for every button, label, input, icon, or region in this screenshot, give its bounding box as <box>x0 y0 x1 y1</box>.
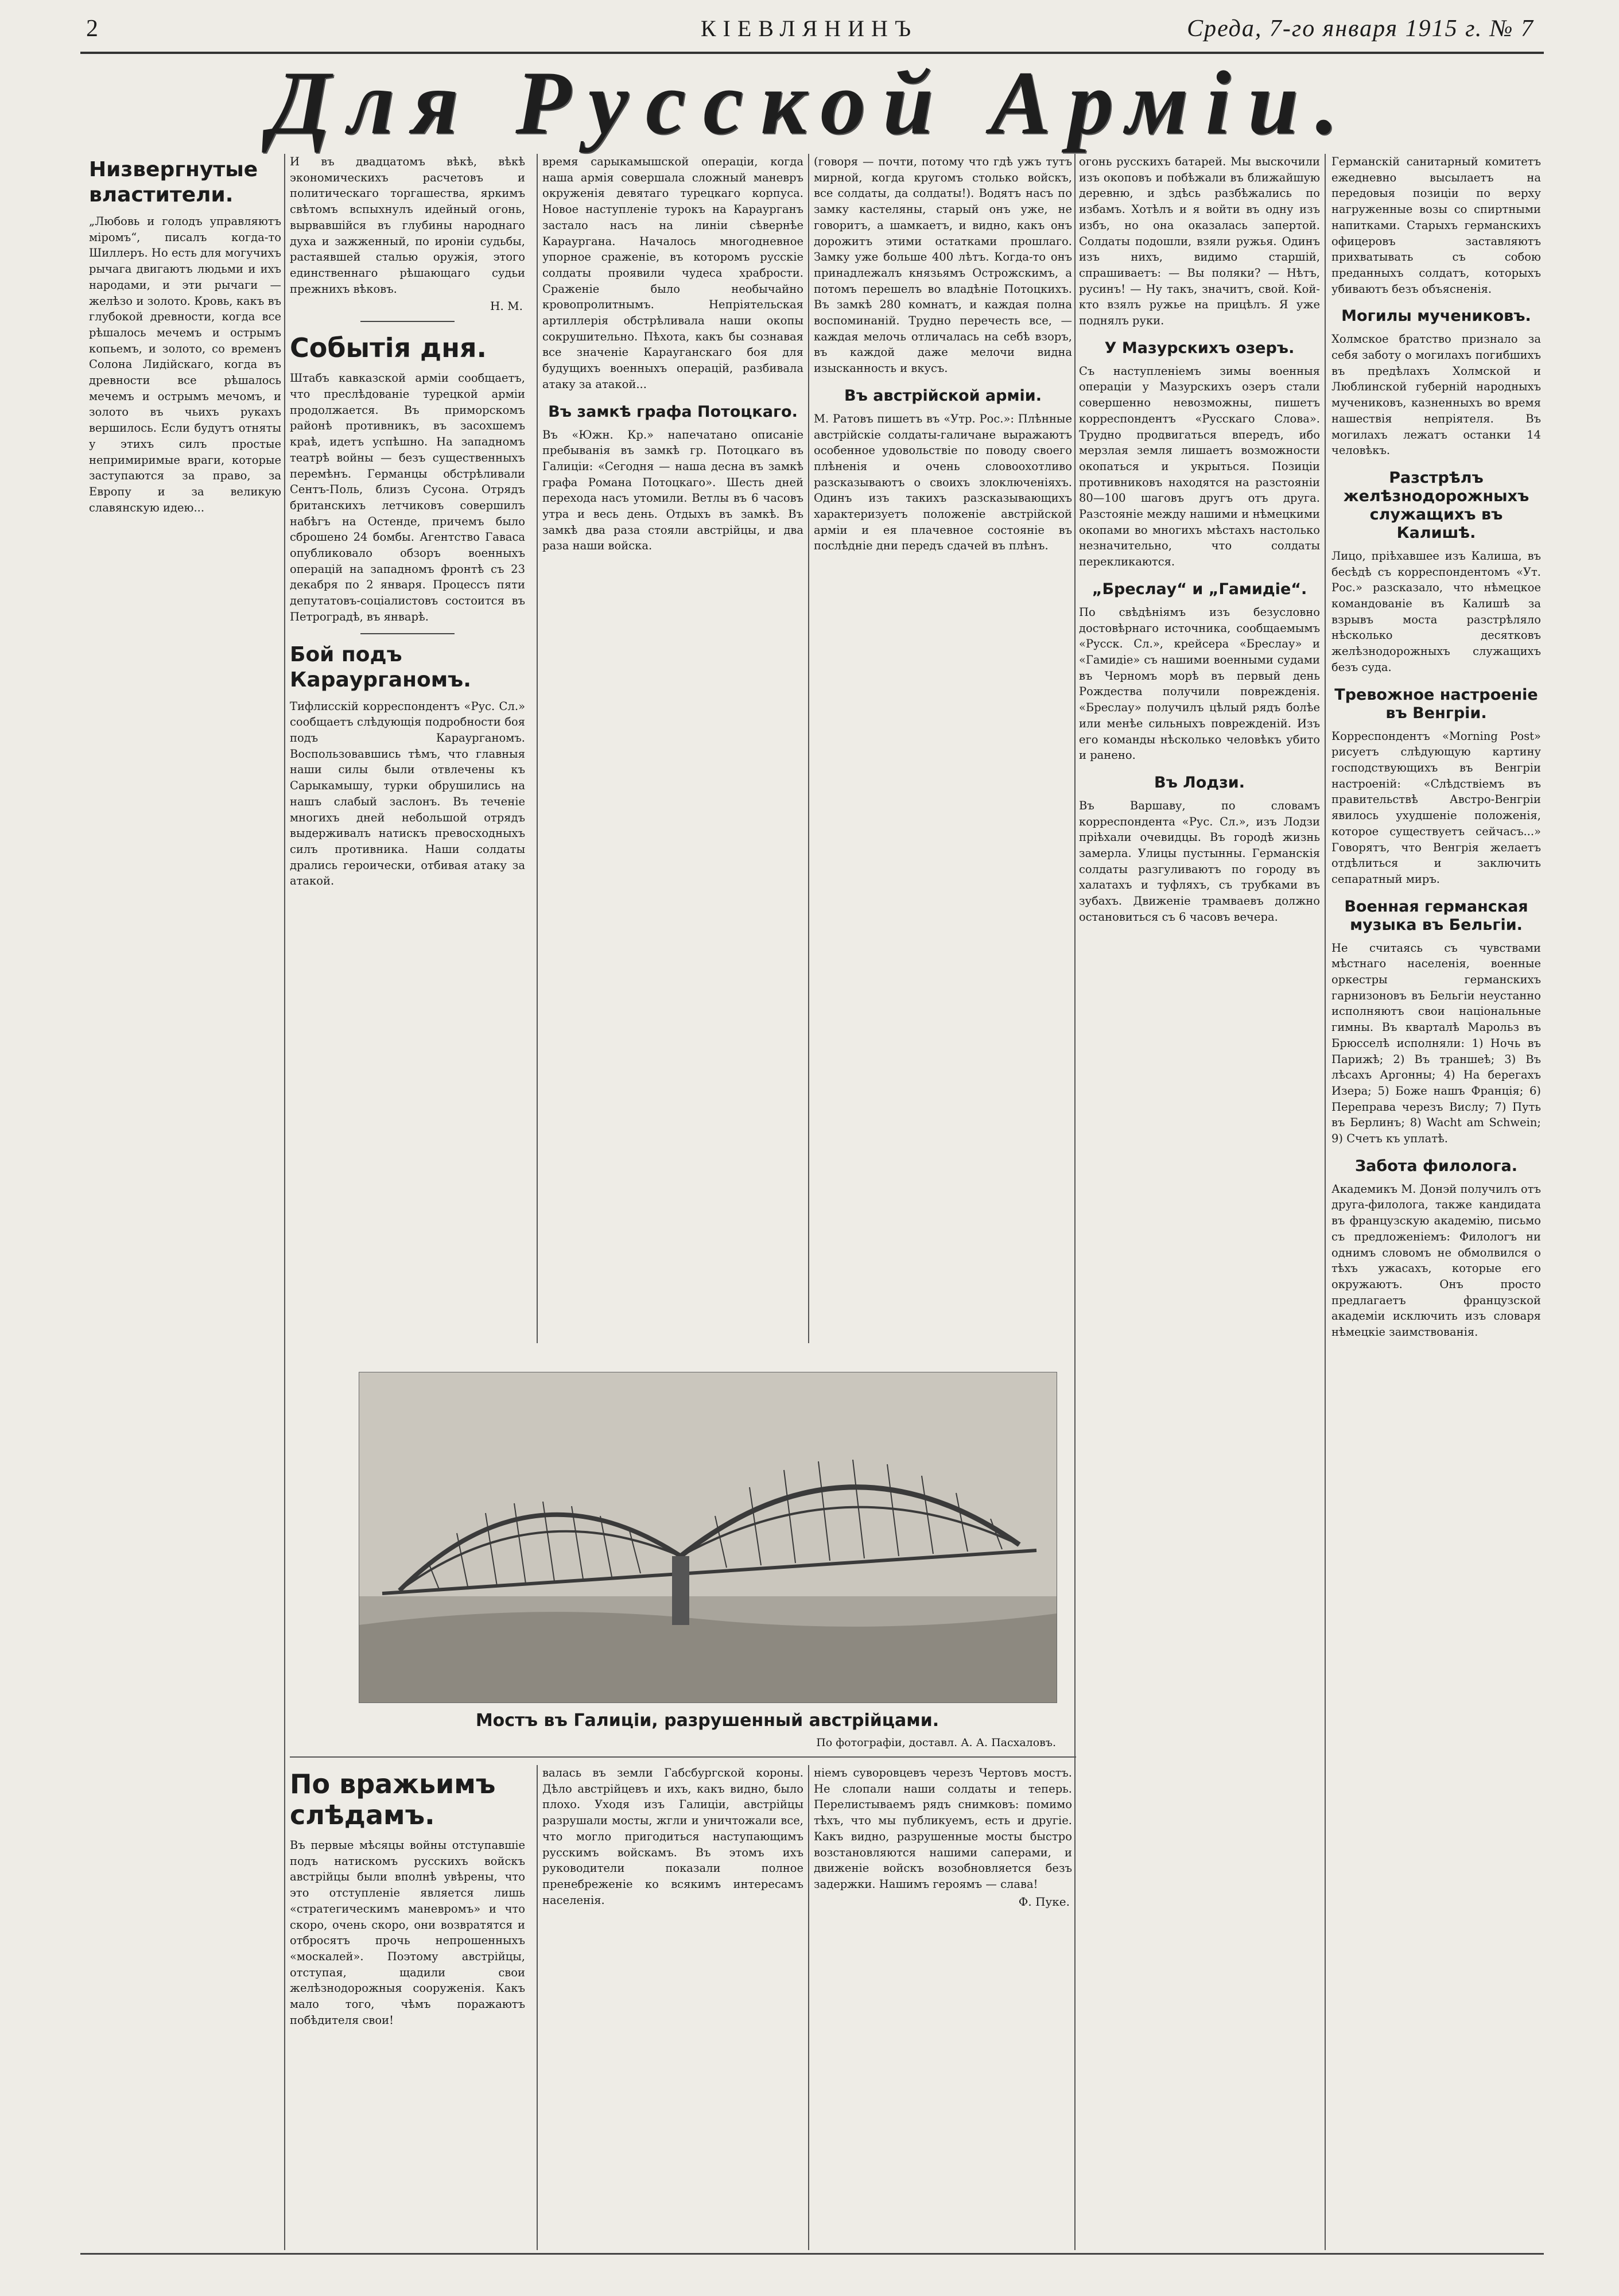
article-body: Въ «Южн. Кр.» напечатано описаніе пребыванія въ замкѣ гр. Потоцкаго въ Галиціи: «Сегодня — наша десна въ замкѣ графа Романа Потоцкаго». Шесть дней перехода насъ утомили. Ветлы въ 6 часовъ утра и весь день. Отдыхъ въ замкѣ. Въ замкѣ два раза стояли австрійцы, и два раза наши войска. <box>542 428 803 553</box>
column-1 <box>89 154 281 2250</box>
section-banner: Для Русской Арміи. <box>269 53 1356 153</box>
article-body: Не считаясь съ чувствами мѣстнаго населенія, военные оркестры германскихъ гарнизоновъ въ Бельгіи неустанно исполняютъ свои національные гимны. Въ кварталѣ Марольз въ Брюсселѣ исполняли: 1) Ночь въ Парижѣ; 2) Въ траншеѣ; 3) Въ лѣсахъ Аргонны; 4) На берегахъ Изера; 5) Боже нашъ Франція; 6) Переправа черезъ Вислу; 7) Путь въ Берлинъ; 8) Wacht am Schwein; 9) Счетъ къ уплатѣ. <box>1331 941 1541 1146</box>
photo-caption: Мостъ въ Галиціи, разрушенный австрійцами. <box>475 1711 939 1731</box>
bridge-illustration <box>359 1372 1057 1702</box>
article-body: время сарыкамышской операціи, когда наша армія совершала сложный маневръ окруженія девятаго турецкаго корпуса. Новое наступленіе турокъ на Караурганъ застало насъ на линіи сѣвернѣе Караургана. Началось многодневное упорное сраженіе, въ которомъ русскіе солдаты проявили чудеса храбрости. Сраженіе было необычайно кровопролитнымъ. Непріятельская артиллерія обстрѣливала наши окопы сокрушительно. Пѣхота, какъ бы сознавая все значеніе Карауганскаго боя для будущихъ военныхъ операцій, разбивала атаку за атакой... <box>542 155 803 391</box>
section-divider <box>360 321 455 322</box>
article-title: Могилы мучениковъ. <box>1341 307 1531 325</box>
article-title: По вражьимъ слѣдамъ. <box>290 1768 496 1830</box>
article-title: У Мазурскихъ озеръ. <box>1104 339 1295 357</box>
article-body: И въ двадцатомъ вѣкѣ, вѣкѣ экономическихъ расчетовъ и политическаго торгашества, яркимъ свѣтомъ вспыхнулъ идейный огонь, вырвавшійся въ глубины народнаго духа и зажженный, по ироніи судьбы, растаявшей сталью оружія, этого единственнаго рѣшающаго судьи прежнихъ вѣковъ. <box>290 155 525 296</box>
article-title: Событія дня. <box>290 332 487 364</box>
column-rule <box>808 1765 809 2250</box>
article-signature: Н. М. <box>490 299 523 313</box>
article-body: Академикъ М. Донэй получилъ отъ друга-филолога, также кандидата въ французскую академію, письмо съ предложеніемъ: Филологъ ни однимъ словомъ не обмолвился о тѣхъ ужасахъ, которые его окружаютъ. Онъ просто предлагаетъ французской академіи исключить изъ словаря нѣмецкіе заимствованія. <box>1331 1182 1541 1339</box>
bridge-photo <box>359 1372 1057 1703</box>
article-body: Съ наступленіемъ зимы военныя операціи у Мазурскихъ озеръ стали совершенно невозможны, пишетъ корреспондентъ «Русскаго Слова». Трудно продвигаться впередъ, ибо мерзлая земля лишаетъ возможности окопаться и укрыться. Позиціи противниковъ находятся на разстояніи 80—100 шаговъ другъ отъ друга. Разстояніе между нашими и нѣмецкими окопами во многихъ мѣстахъ настолько незначительно, что солдаты перекликаются. <box>1079 364 1320 569</box>
article-title: Въ австрійской арміи. <box>844 386 1042 405</box>
newspaper-name: КІЕВЛЯНИНЪ <box>700 15 918 41</box>
column-rule <box>1325 154 1326 2250</box>
article-body: огонь русскихъ батарей. Мы выскочили изъ окоповъ и побѣжали въ ближайшую деревню, и здѣсь разбѣжались по избамъ. Хотѣлъ и я войти въ одну изъ избъ, но она оказалась запертой. Солдаты подошли, взяли ружья. Одинъ изъ нихъ, видимо старшій, спрашиваетъ: — Вы поляки? — Нѣтъ, русинъ! — Ну такъ, значитъ, свой. Кой-кто взялъ ружье на прицѣлъ. Я уже поднялъ руки. <box>1079 155 1320 328</box>
article-body: Корреспондентъ «Morning Post» рисуетъ слѣдующую картину господствующихъ въ Венгріи настроеній: «Слѣдствіемъ въ правительствѣ Австро-Венгріи явилось ухудшеніе положенія, которое существуетъ сейчасъ...» Говорятъ, что Венгрія желаетъ отдѣлиться и заключить сепаратный миръ. <box>1331 729 1541 886</box>
article-body: Лицо, пріѣхавшее изъ Калиша, въ бесѣдѣ съ корреспондентомъ «Ут. Рос.» разсказало, что нѣмецкое командованіе въ Калишѣ за взрывъ моста разстрѣляло нѣсколько десятковъ желѣзнодорожныхъ служащихъ безъ суда. <box>1331 549 1541 674</box>
article-title: Забота филолога. <box>1354 1157 1517 1175</box>
column-rule <box>537 1765 538 2250</box>
bottom-rule <box>80 2253 1544 2255</box>
article-body: По свѣдѣніямъ изъ безусловно достовѣрнаго источника, сообщаемымъ «Русск. Сл.», крейсера «Бреслау» и «Гамидіе» съ нашими военными судами въ Черномъ морѣ въ первый день Рождества получили поврежденія. «Бреслау» получилъ цѣлый рядъ болѣе или менѣе сильныхъ поврежденій. Изъ его команды нѣсколько человѣкъ убито и ранено. <box>1079 605 1320 762</box>
column-rule <box>808 154 809 1343</box>
column-2 <box>290 154 525 1343</box>
photo-credit: По фотографіи, доставл. А. А. Пасхаловъ. <box>816 1736 1056 1749</box>
article-title: Низвергнутые властители. <box>89 158 258 207</box>
column-rule <box>284 154 285 2250</box>
article-body: М. Ратовъ пишетъ въ «Утр. Рос.»: Плѣнные австрійскіе солдаты-галичане выражаютъ особенное удовольствіе по поводу своего плѣненія и очень словоохотливо разсказываютъ о своихъ злоключеніяхъ. Одинъ изъ такихъ разсказывающихъ характеризуетъ положеніе австрійской арміи и ея плачевное состояніе въ послѣдніе дни передъ сдачей въ плѣнъ. <box>814 412 1072 553</box>
section-rule <box>290 1756 1076 1758</box>
article-title: Разстрѣлъ желѣзнодорожныхъ служащихъ въ Калишѣ. <box>1343 468 1529 542</box>
article-signature: Ф. Пуке. <box>1018 1894 1070 1909</box>
article-body: Германскій санитарный комитетъ ежедневно высылаетъ на передовыя позиціи по верху нагруженные возы со спиртными напитками. Старыхъ германскихъ офицеровъ заставляютъ прихватывать съ собою преданныхъ солдатъ, которыхъ убиваютъ безъ объясненія. <box>1331 155 1541 296</box>
column-6 <box>1331 154 1541 2250</box>
column-5 <box>1079 154 1320 2250</box>
column-4 <box>814 154 1072 1343</box>
article-body: Холмское братство признало за себя заботу о могилахъ погибшихъ въ предѣлахъ Холмской и Люблинской губерній народныхъ мучениковъ, казненныхъ во время нашествія непріятеля. Въ могилахъ лежатъ останки 14 человѣкъ. <box>1331 332 1541 457</box>
page-number: 2 <box>86 15 99 42</box>
article-body: Въ Варшаву, по словамъ корреспондента «Рус. Сл.», изъ Лодзи пріѣхали очевидцы. Въ городѣ жизнь замерла. Улицы пустынны. Германскія солдаты разгуливаютъ по городу въ халатахъ и туфляхъ, съ трубками въ зубахъ. Движеніе трамваевъ должно остановиться съ 6 часовъ вечера. <box>1079 798 1320 924</box>
lower-column-1 <box>290 1765 525 2250</box>
column-3 <box>542 154 803 1343</box>
article-title: Въ Лодзи. <box>1154 773 1245 792</box>
article-title: „Бреслау“ и „Гамидіе“. <box>1092 580 1307 598</box>
issue-date: Среда, 7-го января 1915 г. № 7 <box>1187 15 1534 42</box>
article-body: Въ первые мѣсяцы войны отступавшіе подъ натискомъ русскихъ войскъ австрійцы были вполнѣ увѣрены, что это отступленіе является лишь «стратегическимъ маневромъ» и что скоро, очень скоро, они возвратятся и отбросятъ прочь непрошенныхъ «москалей». Поэтому австрійцы, отступая, щадили свои желѣзнодорожныя сооруженія. Какъ мало того, чѣмъ поражаютъ побѣдителя свои! <box>290 1839 525 2027</box>
article-title: Тревожное настроеніе въ Венгріи. <box>1334 685 1538 722</box>
article-body: валась въ земли Габсбургской короны. Дѣло австрійцевъ и ихъ, какъ видно, было плохо. Уходя изъ Галиціи, австрійцы разрушали мосты, жгли и уничтожали все, что могло пригодиться наступающимъ русскимъ войскамъ. Въ этомъ ихъ руководители показали полное пренебреженіе ко всякимъ интересамъ населенія. <box>542 1766 803 1907</box>
lower-column-3 <box>814 1765 1072 2250</box>
article-body: „Любовь и голодъ управляютъ міромъ“, писалъ когда-то Шиллеръ. Но есть для могучихъ рычага двигаютъ людьми и ихъ народами, и эти рычаги — желѣзо и золото. Кровь, какъ въ глубокой древности, когда все рѣшалось мечемъ и острымъ копьемъ, и золото, со временъ Солона Лидійскаго, когда въ древности все рѣшалось мечемъ и острымъ мечомъ, и золото въ чьихъ рукахъ вершилось. Если будутъ отняты у этихъ силъ простые непримиримые враги, которые заступаются за право, за Европу и за великую славянскую идею... <box>89 215 281 514</box>
article-title: Бой подъ Караурганомъ. <box>290 642 471 692</box>
article-body: Тифлисскій корреспондентъ «Рус. Сл.» сообщаетъ слѣдующія подробности боя подъ Караурганомъ. Воспользовавшись тѣмъ, что главныя наши силы были отвлечены къ Сарыкамышу, турки обрушились на нашъ слабый заслонъ. Въ теченіе многихъ дней небольшой отрядъ выдерживалъ натискъ превосходныхъ силъ противника. Наши солдаты дрались героически, отбивая атаку за атакой. <box>290 699 525 888</box>
article-body: ніемъ суворовцевъ черезъ Чертовъ мостъ. Не слопали наши солдаты и теперь. Перелистываемъ рядъ снимковъ: помимо тѣхъ, что мы публикуемъ, есть и другіе. Какъ видно, разрушенные мосты быстро возстановляются нашими саперами, и движеніе войскъ возобновляется безъ задержки. Нашимъ героямъ — слава! <box>814 1766 1072 1891</box>
lower-column-2 <box>542 1765 803 2250</box>
article-body: Штабъ кавказской арміи сообщаетъ, что преслѣдованіе турецкой арміи продолжается. Въ приморскомъ районѣ противникъ, въ засохшемъ краѣ, идетъ успѣшно. На западномъ театрѣ войны — безъ существенныхъ перемѣнъ. Германцы обстрѣливали Сентъ-Поль, близъ Сусона. Отрядъ британскихъ летчиковъ совершилъ набѣгъ на Остенде, причемъ было сброшено 24 бомбы. Агентство Гаваса опубликовало обзоръ военныхъ операцій на западномъ фронтѣ съ 23 декабря по 2 января. Процессъ пяти депутатовъ-соціалистовъ состоится въ Петроградѣ, въ январѣ. <box>290 371 525 623</box>
article-title: Военная германская музыка въ Бельгіи. <box>1344 897 1528 934</box>
section-divider <box>360 633 455 634</box>
column-rule <box>1074 154 1076 2250</box>
column-rule <box>537 154 538 1343</box>
article-title: Въ замкѣ графа Потоцкаго. <box>548 402 798 421</box>
article-body: (говоря — почти, потому что гдѣ ужъ тутъ мирной, когда кругомъ столько войскъ, все солдаты, да солдаты!). Водятъ насъ по замку кастеляны, старый онъ уже, не говоритъ, а шамкаетъ, и видно, какъ онъ дорожитъ этими остатками прошлаго. Замку уже больше 400 лѣтъ. Когда-то онъ принадлежалъ князьямъ Острожскимъ, а потомъ перешелъ во владѣніе Потоцкихъ. Въ замкѣ 280 комнатъ, и каждая полна воспоминаній. Трудно перечесть все, — каждая мелочь отличалась на себѣ взоръ, въ каждой даже мелочи видна изысканность и вкусъ. <box>814 155 1072 375</box>
